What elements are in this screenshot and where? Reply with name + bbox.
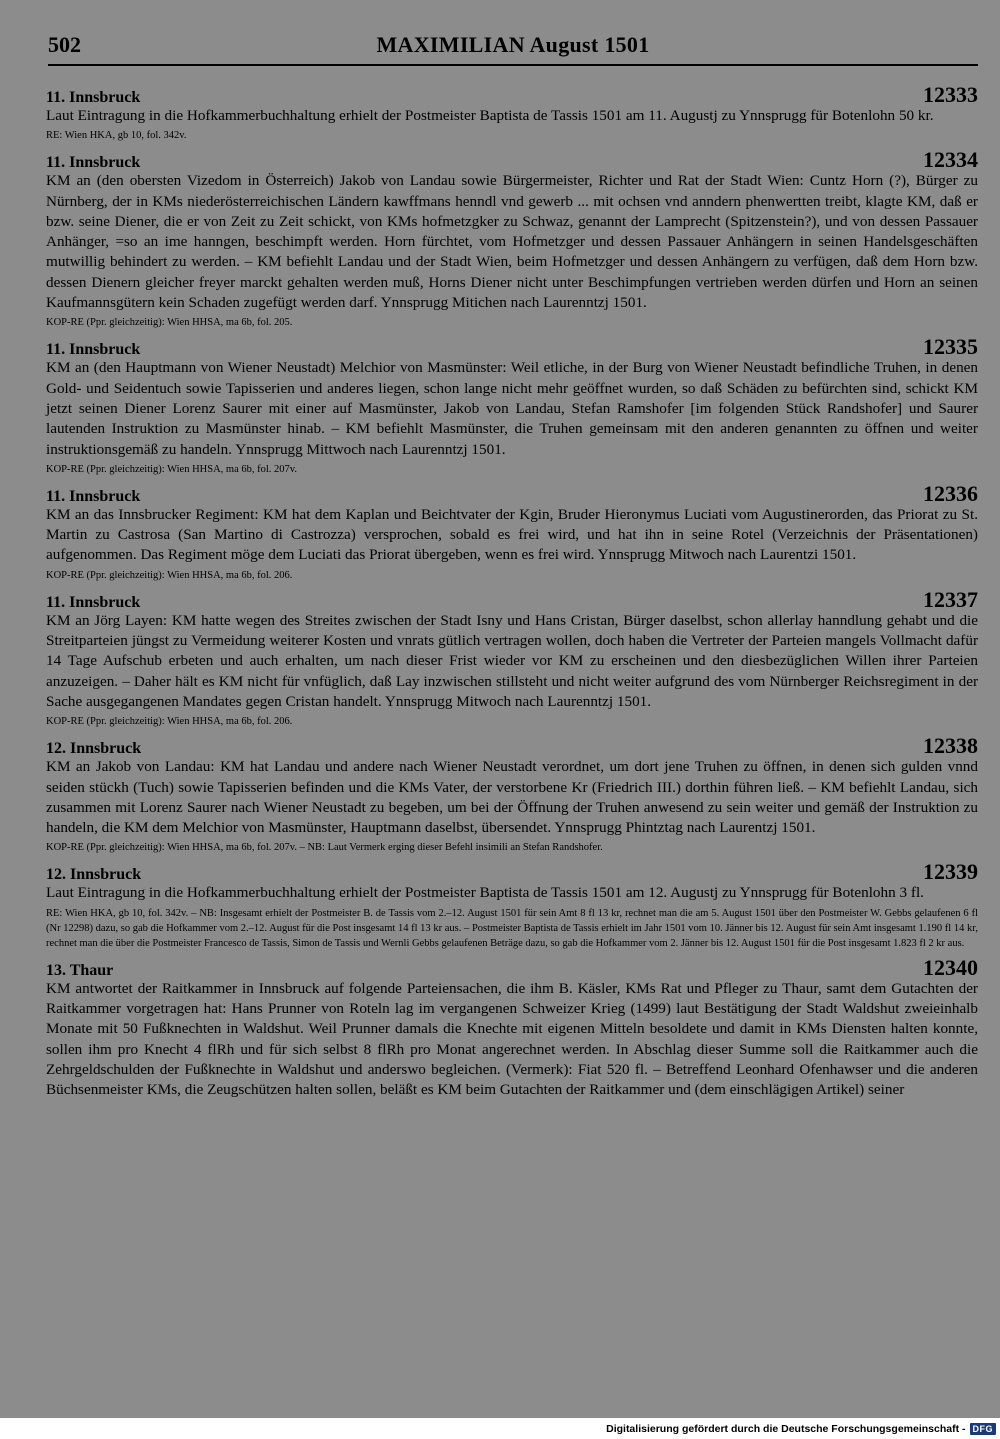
regest-entry: [46, 861, 978, 950]
regest-entry: [46, 336, 978, 476]
entry-source: KOP-RE (Ppr. gleichzeitig): Wien HHSA, ma 6b, fol. 206.: [46, 569, 293, 581]
entry-text: KM an (den obersten Vizedom in Österreich) Jakob von Landau sowie Bürgermeister, Richter und Rat der Stadt Wien: Cuntz Horn (?), Bürger zu Nürnberg, der in KMs niederösterreichischen Ländern kawffmans henndl vnd gewerb ... mit ochsen vnd anndern phenwertten treibt, klagte KM, daß er bzw. seine Diener, die er von Zeit zu Zeit schickt, von KMs hofmetzgker zu Schwaz, genannt der Lamprecht (Spitzenstein?), und von dessen Passauer Anhänger, =so an ime hanngen, beschimpft werden. Horn fürchtet, vom Hofmetzger und dessen Passauer Anhängern in seinen Handelsgeschäften mutwillig behindert zu werden. – KM befiehlt Landau und der Stadt Wien, beim Hofmetzger und dessen Anhängern zu verfügen, daß dem Horn bzw. dessen Dienern gleicher freyer marckt gehalten werden muß, Horns Diener nicht unter Beschimpfungen vertrieben werden dürfen und Horn an seinen Kaufmannsgütern kein Schaden zugefügt werden darf. Ynnsprugg Mitichen nach Laurenntzj 1501.: [46, 172, 978, 312]
regest-entry: [46, 586, 978, 729]
entry-date: 12. Innsbruck: [46, 740, 142, 758]
entry-number: 12335: [923, 334, 978, 360]
entry-date: 11. Innsbruck: [46, 487, 141, 505]
regest-entry: [46, 954, 978, 1101]
entry-header: [46, 861, 978, 883]
entry-text: KM an Jörg Layen: KM hatte wegen des Streites zwischen der Stadt Isny und Hans Cristan, Bürger daselbst, schon allerlay hanndlung gehabt und die Streitparteien jüngst zu Vermeidung weiterer Kosten und vnrats gütlich vertragen wollen, doch haben die Vertreter der Parteien mangels Vollmacht dafür 14 Tage Aufschub erbeten und auch erhalten, um nach dieser Frist wieder vor KM zu erscheinen und den diesbezüglichen Willen ihrer Parteien anzuzeigen. – Daher hält es KM nicht für vnfüglich, daß Lay inzwischen stillsteht und nicht weiter aufgrund des vom Nürnberger Reichsregiment in der Sache ausgegangenen Mandates gegen Cristan handelt. Ynnsprugg Mitwoch nach Laurenntzj 1501.: [46, 611, 978, 710]
entry-header: [46, 149, 978, 171]
entry-date: 11. Innsbruck: [46, 89, 141, 106]
entry-source: KOP-RE (Ppr. gleichzeitig): Wien HHSA, ma 6b, fol. 206.: [46, 716, 293, 728]
entry-date: 12. Innsbruck: [46, 866, 142, 884]
page-number: 502: [48, 32, 81, 57]
entry-header: [46, 954, 978, 980]
entry-text: KM an Jakob von Landau: KM hat Landau und andere nach Wiener Neustadt verordnet, um dort jene Truhen zu öffnen, in denen sich gulden vnnd seiden stückh (Tuch) sowie Tapisserien befinden und die KMs Vater, der verstorbene Kr (Friedrich III.) dorthin führen ließ. – KM befiehlt Landau, sich zusammen mit Lorenz Saurer nach Wiener Neustadt zu begeben, um bei der Öffnung der Truhen anwesend zu sein weiter und gemäß der Instruktion zu handeln, die KM dem Melchior von Masmünster, Hauptmann daselbst, übersendet. Ynnsprugg Phintztag nach Laurentzj 1501.: [46, 758, 978, 837]
entry-number: 12336: [923, 480, 978, 506]
entry-text: KM an (den Hauptmann von Wiener Neustadt) Melchior von Masmünster: Weil etliche, in der Burg von Wiener Neustadt befindliche Truhen, in denen Gold- und Seidentuch sowie Tapisserien und anderes liegen, schon lange nicht mehr geöffnet wurden, so daß Schäden zu befürchten sind, schickt KM jetzt seinen Diener Lorenz Saurer mit einer auf Masmünster, Jakob von Landau, Stefan Ramshofer [im folgenden Stück Randshofer] und Saurer lautenden Instruktion zu Masmünster hinab. – KM befiehlt Masmünster, die Truhen gemeinsam mit den anderen genannten zu öffnen und weiter instruktionsgemäß zu handeln. Ynnsprugg Mittwoch nach Laurenntzj 1501.: [46, 359, 978, 458]
entry-list: [46, 84, 978, 1107]
entry-source: KOP-RE (Ppr. gleichzeitig): Wien HHSA, ma 6b, fol. 207v.: [46, 463, 297, 475]
digitization-credit: [606, 1421, 996, 1437]
regest-entry: [46, 480, 978, 583]
entry-header: [46, 480, 978, 506]
entry-date: 13. Thaur: [46, 961, 114, 979]
entry-date: 11. Innsbruck: [46, 154, 141, 172]
entry-number: 12334: [923, 147, 978, 173]
entry-number: 12338: [923, 733, 978, 759]
dfg-logo-icon: DFG: [970, 1423, 997, 1435]
entry-source: KOP-RE (Ppr. gleichzeitig): Wien HHSA, ma 6b, fol. 205.: [46, 317, 293, 329]
entry-header: [46, 735, 978, 757]
regest-entry: [46, 84, 978, 143]
credit-text: Digitalisierung gefördert durch die Deutsche Forschungsgemeinschaft -: [606, 1423, 966, 1435]
entry-header: [46, 586, 978, 612]
regest-entry: [46, 735, 978, 855]
entry-text: Laut Eintragung in die Hofkammerbuchhaltung erhielt der Postmeister Baptista de Tassis 1501 am 11. Augustj zu Ynnsprugg für Botenlohn 50 kr.: [46, 107, 934, 124]
entry-number: 12339: [923, 859, 978, 885]
entry-source: RE: Wien HKA, gb 10, fol. 342v. – NB: Insgesamt erhielt der Postmeister B. de Tassis vom 2.–12. August 1501 für sein Amt 8 fl 13 kr, rechnet man die am 5. August 1501 über den Postmeister W. Gebbs gelaufenen 6 fl (Nr 12298) dazu, so gab die Hofkammer vom 2.–12. August für die Post insgesamt 14 fl 13 kr aus. – Postmeister Baptista de Tassis erhielt im Jahr 1501 vom 10. Jänner bis 12. August für sein Amt insgesamt 1.190 fl 14 kr, rechnet man die über die Postmeister Francesco de Tassis, Simon de Tassis und Wernli Gebbs gelaufenen Beträge dazu, so gab die Hofkammer vom 2. Jänner bis 12. August 1501 für die Post insgesamt 1.823 fl 2 kr aus.: [46, 907, 978, 949]
entry-number: 12333: [923, 82, 978, 107]
entry-date: 11. Innsbruck: [46, 341, 141, 359]
entry-text: Laut Eintragung in die Hofkammerbuchhaltung erhielt der Postmeister Baptista de Tassis 1501 am 12. Augustj zu Ynnsprugg für Botenlohn 3 fl.: [46, 884, 924, 902]
regest-entry: [46, 149, 978, 330]
page-header: [48, 30, 978, 66]
entry-text: KM antwortet der Raitkammer in Innsbruck auf folgende Parteiensachen, die ihm B. Käsler, KMs Rat und Pfleger zu Thaur, samt dem Gutachten der Raitkammer vorgetragen hat: Hans Prunner von Roteln lag im vergangenen Schweizer Krieg (1499) laut Bestätigung der Stadt Waldshut zweieinhalb Monate mit 50 Fußknechten in Waldshut. Weil Prunner damals die Knechte mit eigenen Mitteln besoldete und damit in KMs Diensten halten konnte, sollen ihm pro Knecht 4 flRh und für sich selbst 8 flRh pro Monat angerechnet werden. In Abschlag dieser Summe soll die Raitkammer auch die Zehrgeldschulden der Fußknechte in Waldshut und anderswo begleichen. (Vermerk): Fiat 520 fl. – Betreffend Leonhard Ofenhawser und die anderen Büchsenmeister KMs, die Zeugschützen halten sollen, beläßt es KM beim Gutachten der Raitkammer und (dem einschlägigen Artikel) seiner: [46, 979, 978, 1099]
entry-source: KOP-RE (Ppr. gleichzeitig): Wien HHSA, ma 6b, fol. 207v. – NB: Laut Vermerk erging dieser Befehl insimili an Stefan Randshofer.: [46, 842, 603, 854]
entry-header: [46, 84, 978, 106]
entry-date: 11. Innsbruck: [46, 593, 141, 611]
entry-text: KM an das Innsbrucker Regiment: KM hat dem Kaplan und Beichtvater der Kgin, Bruder Hieronymus Luciati vom Augustinerorden, das Priorat zu St. Martin zu Castrosa (San Martino di Castrozza) versprochen, sobald es frei wird, und hat ihn in seine Rotel (Verzeichnis der Präsentationen) aufgenommen. Das Regiment möge dem Luciati das Priorat übergeben, wenn es frei wird. Ynnsprugg Mitwoch nach Laurentzi 1501.: [46, 505, 978, 564]
entry-source: RE: Wien HKA, gb 10, fol. 342v.: [46, 130, 187, 142]
running-title: MAXIMILIAN August 1501: [376, 32, 650, 57]
entry-header: [46, 336, 978, 358]
entry-number: 12337: [923, 586, 978, 612]
entry-number: 12340: [923, 954, 978, 980]
